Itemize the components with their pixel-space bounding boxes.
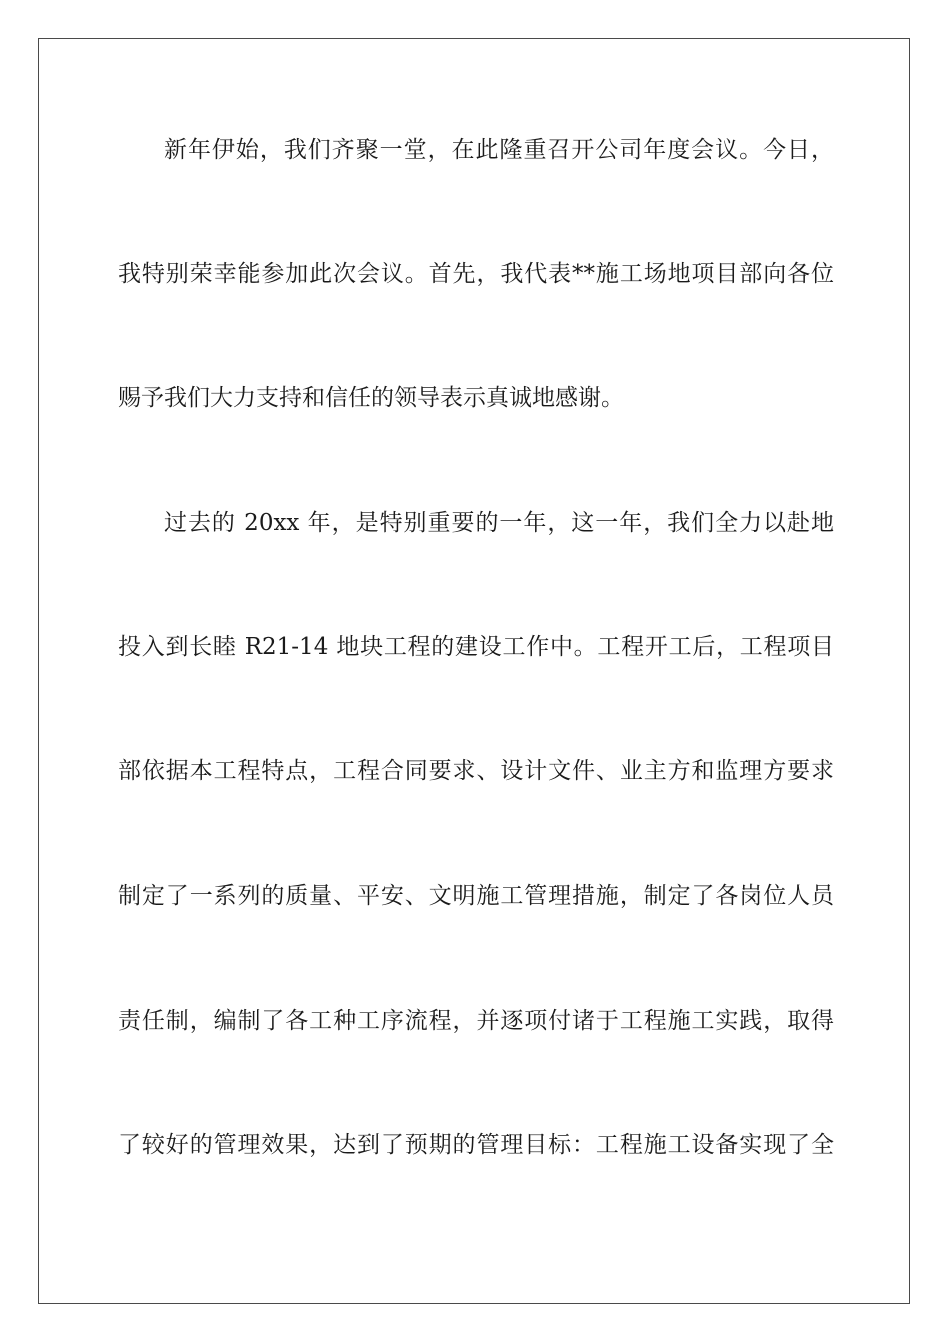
paragraph-1-line-3: 赐予我们大力支持和信任的领导表示真诚地感谢。 <box>118 385 624 411</box>
paragraph-2-line-1: 过去的 20xx 年，是特别重要的一年，这一年，我们全力以赴地 <box>164 510 834 536</box>
paragraph-2-line-4: 制定了一系列的质量、平安、文明施工管理措施，制定了各岗位人员 <box>118 883 834 909</box>
paragraph-2-line-3: 部依据本工程特点，工程合同要求、设计文件、业主方和监理方要求 <box>118 758 834 784</box>
paragraph-1-line-2: 我特别荣幸能参加此次会议。首先，我代表**施工场地项目部向各位 <box>118 261 834 287</box>
paragraph-2-line-5: 责任制，编制了各工种工序流程，并逐项付诸于工程施工实践，取得 <box>118 1008 834 1034</box>
paragraph-1-line-1: 新年伊始，我们齐聚一堂，在此隆重召开公司年度会议。今日， <box>164 137 834 163</box>
page-frame <box>38 38 910 1304</box>
paragraph-2-line-6: 了较好的管理效果，达到了预期的管理目标：工程施工设备实现了全 <box>118 1132 834 1158</box>
paragraph-2-line-2: 投入到长睦 R21-14 地块工程的建设工作中。工程开工后，工程项目 <box>118 634 834 660</box>
